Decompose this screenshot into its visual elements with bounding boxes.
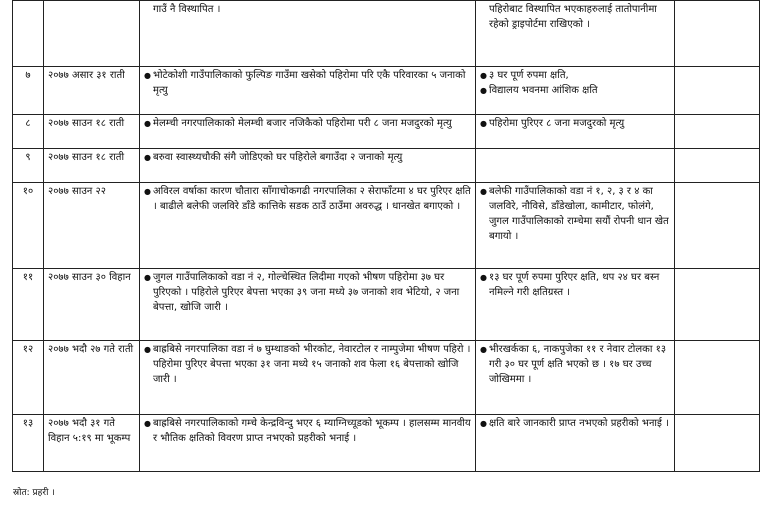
impact-item: ● १३ घर पूर्ण रुपमा पुरिएर क्षति, थप २४ घर बस्न नमिल्ने गरी क्षतिग्रस्त । (480, 270, 670, 300)
serial-number-cell: ११ (13, 269, 44, 341)
remarks-cell (675, 341, 760, 415)
event-cell (140, 149, 476, 183)
table-row (13, 115, 760, 149)
impact-item: पहिरोबाट विस्थापित भएकाहरुलाई तातोपानीमा रहेको ड्राइपोर्टमा राखिएको । (489, 4, 657, 30)
serial-number-cell (13, 1, 44, 67)
impact-cell (476, 149, 675, 183)
table-row (13, 149, 760, 183)
impact-item: ● भीरखर्कका ६, नाकपुजेका ११ र नेवार टोलका १३ गरी ३० घर पूर्ण क्षति भएको छ । १७ घर उच्च जोखिममा । (480, 342, 670, 387)
remarks-cell (675, 415, 760, 472)
table-row (13, 415, 760, 472)
event-cell (140, 341, 476, 415)
event-item: ● मेलम्ची नगरपालिकाको मेलम्ची बजार नजिकैको पहिरोमा परी ८ जना मजदुरको मृत्यु (144, 116, 471, 131)
serial-number-cell: ७ (13, 67, 44, 115)
event-item: ● बाह्रबिसे नगरपालिका वडा नं ७ घुम्थाङको भीरकोट, नेवारटोल र नाम्पुजेमा भीषण पहिरो । पहिरोमा पुरिएर बेपत्ता भएका ३१ जना मध्ये १५ जनाको शव फेला १६ बेपत्ताको खोजि जारी । (144, 342, 471, 387)
serial-number-cell: १३ (13, 415, 44, 472)
serial-number-cell: ८ (13, 115, 44, 149)
remarks-cell (675, 149, 760, 183)
event-cell (140, 115, 476, 149)
date-cell: २०७७ साउन २२ (44, 183, 140, 269)
impact-item: ● विद्यालय भवनमा आंशिक क्षति (480, 83, 670, 98)
event-cell (140, 269, 476, 341)
date-cell (44, 1, 140, 67)
serial-number-cell: १० (13, 183, 44, 269)
event-item: ● अविरल वर्षाका कारण चौतारा साँगाचोकगढी नगरपालिका २ सेराफाँटमा ४ घर पुरिएर क्षति । बाढीले बलेफी जलविरे डाँडे कात्तिके सडक ठाउँ ठाउँमा अवरुद्ध । धानखेत बगाएको । (144, 184, 471, 214)
date-cell: २०७७ असार ३१ राती (44, 67, 140, 115)
impact-item: ● ३ घर पूर्ण रुपमा क्षति, (480, 68, 670, 83)
impact-item: ● क्षति बारे जानकारी प्राप्त नभएको प्रहरीको भनाई । (480, 416, 670, 431)
incident-table-body (13, 1, 760, 472)
impact-cell (476, 415, 675, 472)
incident-table (12, 0, 760, 472)
remarks-cell (675, 115, 760, 149)
event-item: गाउँ नै विस्थापित । (153, 4, 221, 15)
serial-number-cell: १२ (13, 341, 44, 415)
date-cell: २०७७ भदौ ३१ गते विहान ५:१९ मा भूकम्प (44, 415, 140, 472)
event-cell (140, 1, 476, 67)
table-row (13, 269, 760, 341)
date-cell: २०७७ साउन १८ राती (44, 115, 140, 149)
serial-number-cell: ९ (13, 149, 44, 183)
table-row (13, 183, 760, 269)
table-row (13, 341, 760, 415)
event-item: ● जुगल गाउँपालिकाको वडा नं २, गोल्चेस्थित लिदीमा गएको भीषण पहिरोमा ३७ घर पुरिएको । पहिरोले पुरिएर बेपत्ता भएका ३९ जना मध्ये ३७ जनाको शव भेटियो, २ जना बेपत्ता, खोजि जारी । (144, 270, 471, 315)
event-cell (140, 183, 476, 269)
event-cell (140, 67, 476, 115)
remarks-cell (675, 67, 760, 115)
impact-cell (476, 115, 675, 149)
event-item: ● भोटेकोशी गाउँपालिकाको फुल्पिङ गाउँमा खसेको पहिरोमा परि एकै परिवारका ५ जनाको मृत्यु (144, 68, 471, 98)
remarks-cell (675, 183, 760, 269)
remarks-cell (675, 1, 760, 67)
table-row (13, 1, 760, 67)
source-note: स्रोत: प्रहरी । (13, 488, 55, 498)
event-item: ● बाह्रबिसे नगरपालिकाको गम्चे केन्द्रविन्दु भएर ६ म्याग्निच्यूडको भूकम्प । हालसम्म मानवीय र भौतिक क्षतिको विवरण प्राप्त नभएको प्रहरीको भनाई । (144, 416, 471, 446)
impact-item: ● बलेफी गाउँपालिकाको वडा नं १, २, ३ र ४ का जलविरे, नौविसे, डाँडेखोला, कामीटार, फोलंगे, जुगल गाउँपालिकाको राम्चेमा सयौं रोपनी धान खेत बगायो । (480, 184, 670, 244)
event-item: ● बरुवा स्वास्थ्यचौकी संगै जोडिएको घर पहिरोले बगाउँदा २ जनाको मृत्यु (144, 150, 471, 165)
date-cell: २०७७ साउन १८ राती (44, 149, 140, 183)
table-row (13, 67, 760, 115)
impact-cell (476, 1, 675, 67)
remarks-cell (675, 269, 760, 341)
event-cell (140, 415, 476, 472)
impact-cell (476, 341, 675, 415)
impact-item: ● पहिरोमा पुरिएर ८ जना मजदुरको मृत्यु (480, 116, 670, 131)
date-cell: २०७७ भदौ २७ गते राती (44, 341, 140, 415)
impact-cell (476, 269, 675, 341)
impact-cell (476, 67, 675, 115)
impact-cell (476, 183, 675, 269)
date-cell: २०७७ साउन ३० विहान (44, 269, 140, 341)
